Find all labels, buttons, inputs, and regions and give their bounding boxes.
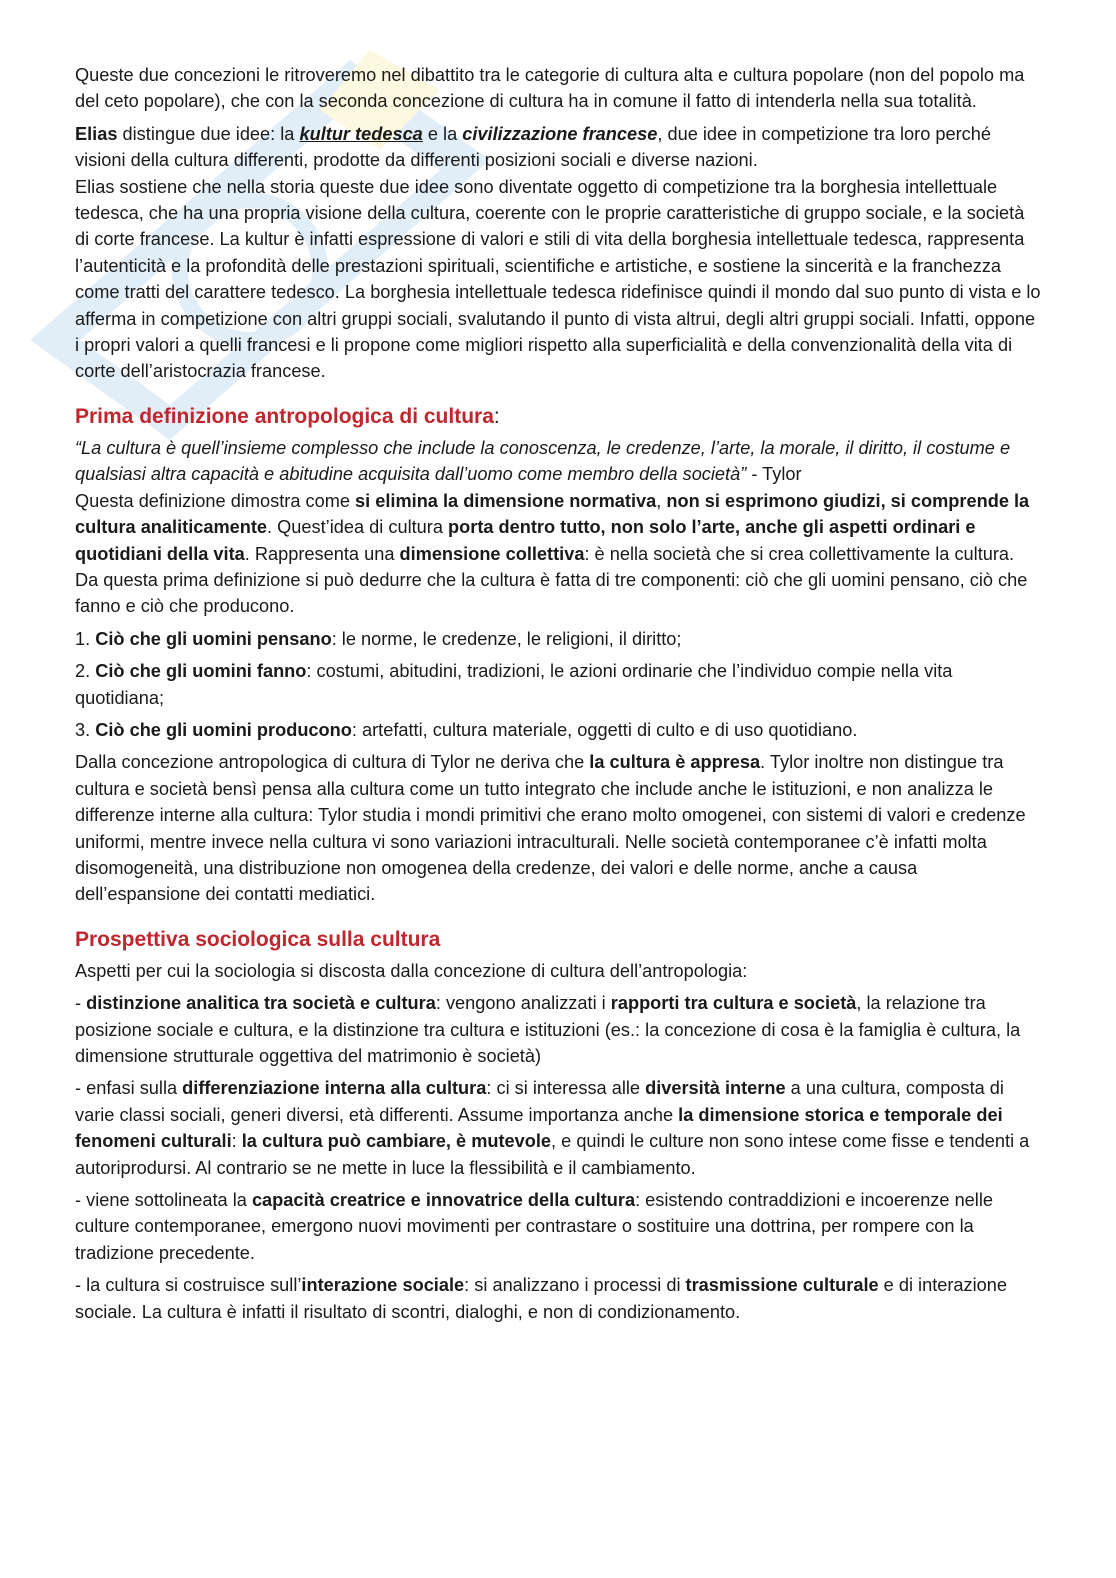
paragraph-aspetti: Aspetti per cui la sociologia si discosta dalla concezione di cultura dell’antropologia: — [75, 960, 748, 981]
list-item — [75, 717, 1043, 743]
text-run: - enfasi sulla — [75, 1078, 183, 1099]
text-run: e di interazione sociale. La cultura è infatti il risultato di scontri, dialoghi, e non di condizionamento. — [75, 1275, 1008, 1322]
paragraph-three-components: Da questa prima definizione si può dedurre che la cultura è fatta di tre componenti: ciò che gli uomini pensano, ciò che fanno e ciò che producono. — [75, 569, 1028, 617]
text-run: : — [231, 1131, 242, 1152]
bold-run: trasmissione culturale — [685, 1275, 879, 1296]
quote-text: “La cultura è quell’insieme complesso che include la conoscenza, le credenze, l’arte, la morale, il diritto, il costume e qualsiasi altra capacità e abitudine acquisita dall’uomo come membro della società” — [75, 437, 1011, 485]
text-run: . Rappresenta una — [244, 543, 400, 564]
bold-run: Ciò che gli uomini fanno — [95, 661, 307, 682]
paragraph-intro: Queste due concezioni le ritroveremo nel dibattito tra le categorie di cultura alta e cultura popolare (non del popolo ma del ceto popolare), che con la seconda concezione di cultura ha in comune il fatto di intenderla nella sua totalità. — [75, 65, 1025, 112]
list-number: 1. — [75, 628, 96, 649]
text-run: Dalla concezione antropologica di cultura di Tylor ne deriva che — [75, 752, 590, 773]
text-run: e la — [422, 123, 463, 144]
term-elias: Elias — [75, 123, 118, 144]
bullet-item — [75, 1272, 1043, 1325]
text-run: a una cultura, composta di varie classi sociali, generi diversi, età differenti. Assume importanza anche — [75, 1078, 1004, 1125]
bold-run: porta dentro tutto, non solo l’arte, anche gli aspetti ordinari e quotidiani della vita — [75, 517, 976, 564]
text-run: : è nella società che si crea collettivamente la cultura. — [584, 543, 1015, 564]
bold-run: distinzione analitica tra società e cultura — [86, 993, 436, 1014]
text-run: - — [75, 993, 87, 1014]
bold-run: rapporti tra cultura e società — [610, 993, 857, 1014]
text-run: - viene sottolineata la — [75, 1190, 252, 1211]
text-run: - la cultura si costruisce sull’ — [75, 1275, 302, 1296]
bold-run: la cultura può cambiare, è mutevole — [241, 1131, 552, 1152]
bullet-item — [75, 990, 1043, 1069]
heading-prospettiva-sociologica — [75, 926, 1043, 954]
text-run: : si analizzano i processi di — [464, 1275, 686, 1296]
quote-author: - Tylor — [746, 464, 802, 485]
bold-run: la cultura è appresa — [589, 752, 761, 773]
heading-colon: : — [493, 404, 500, 428]
term-kultur: kultur tedesca — [299, 123, 423, 144]
text-run: : artefatti, cultura materiale, oggetti di culto e di uso quotidiano. — [351, 719, 858, 740]
text-run: . Quest’idea di cultura — [267, 517, 449, 538]
list-item — [75, 626, 1043, 652]
bold-run: non si esprimono giudizi, si comprende la cultura analiticamente — [75, 490, 1030, 538]
list-item — [75, 658, 1043, 711]
text-run: , e quindi le culture non sono intese come fisse e tendenti a autoriprodursi. Al contrario se ne mette in luce la flessibilità e il cambiamento. — [75, 1131, 1030, 1178]
text-run: , — [656, 490, 667, 511]
paragraph-tylor — [75, 749, 1043, 907]
heading-text: Prima definizione antropologica di cultura — [75, 404, 494, 428]
bold-run: Ciò che gli uomini producono — [95, 719, 352, 740]
paragraph-definition — [75, 488, 1043, 567]
text-run: , due idee in competizione tra loro perché visioni della cultura differenti, prodotte da differenti posizioni sociali e diverse nazioni. — [75, 123, 991, 171]
heading-prima-definizione — [75, 403, 1043, 431]
text-run: Questa definizione dimostra come — [75, 490, 356, 511]
bold-run: capacità creatrice e innovatrice della cultura — [251, 1190, 636, 1211]
bold-run: Ciò che gli uomini pensano — [95, 628, 332, 649]
text-run: : esistendo contraddizioni e incoerenze nelle culture contemporanee, emergono nuovi movimenti per contrastare o sostituire una dottrina, per rompere con la tradizione precedente. — [75, 1190, 993, 1263]
text-run: : le norme, le credenze, le religioni, il diritto; — [331, 628, 682, 649]
bold-run: differenziazione interna alla cultura — [182, 1078, 487, 1099]
bold-run: dimensione collettiva — [399, 543, 585, 564]
list-number: 2. — [75, 661, 96, 682]
list-number: 3. — [75, 719, 96, 740]
text-run: distingue due idee: la — [117, 123, 300, 144]
bullet-item — [75, 1187, 1043, 1266]
paragraph-elias — [75, 121, 1043, 174]
text-run: : ci si interessa alle — [486, 1078, 646, 1099]
paragraph-elias-competition: Elias sostiene che nella storia queste due idee sono diventate oggetto di competizione tra la borghesia intellettuale tedesca, che ha una propria visione della cultura, coerente con le proprie caratteristiche di gruppo sociale, e la società di corte francese. La kultur è infatti espressione di valori e stili di vita della borghesia intellettuale tedesca, rappresenta l’autenticità e la profondità delle prestazioni spirituali, scientifiche e artistiche, e sostiene la sincerità e la franchezza come tratti del carattere tedesco. La borghesia intellettuale tedesca ridefinisce quindi il mondo dal suo punto di vista e lo afferma in competizione con altri gruppi sociali, svalutando il punto di vista altrui, degli altri gruppi sociali. Infatti, oppone i propri valori a quelli francesi e li propone come migliori rispetto alla superficialità e della convenzionalità della vita di corte dell’aristocrazia francese. — [75, 176, 1041, 382]
bold-run: si elimina la dimensione normativa — [355, 490, 657, 511]
bullet-item — [75, 1075, 1043, 1181]
heading-text: Prospettiva sociologica sulla cultura — [75, 927, 441, 951]
text-run: , la relazione tra posizione sociale e cultura, e la distinzione tra cultura e istituzioni (es.: la concezione di cosa è la famiglia è cultura, la dimensione strutturale oggettiva del matrimonio è società) — [75, 993, 1021, 1066]
text-run: : costumi, abitudini, tradizioni, le azioni ordinarie che l’individuo compie nella vita quotidiana; — [75, 661, 953, 708]
tylor-quote — [75, 435, 1043, 488]
document-page — [75, 62, 1043, 1331]
text-run: : vengono analizzati i — [435, 993, 611, 1014]
bold-run: diversità interne — [645, 1078, 786, 1099]
bold-run: interazione sociale — [301, 1275, 465, 1296]
bold-run: la dimensione storica e temporale dei fenomeni culturali — [75, 1104, 1003, 1152]
text-run: . Tylor inoltre non distingue tra cultura e società bensì pensa alla cultura come un tutto integrato che include anche le istituzioni, e non analizza le differenze interne alla cultura: Tylor studia i mondi primitivi che erano molto omogenei, con sistemi di valori e credenze uniformi, mentre invece nella cultura vi sono variazioni intraculturali. Nelle società contemporanee c’è infatti molta disomogeneità, una distribuzione non omogenea della credenze, dei valori e delle norme, anche a causa dell’espansione dei contatti mediatici. — [75, 752, 1026, 905]
term-civilizzazione: civilizzazione francese — [462, 123, 658, 144]
